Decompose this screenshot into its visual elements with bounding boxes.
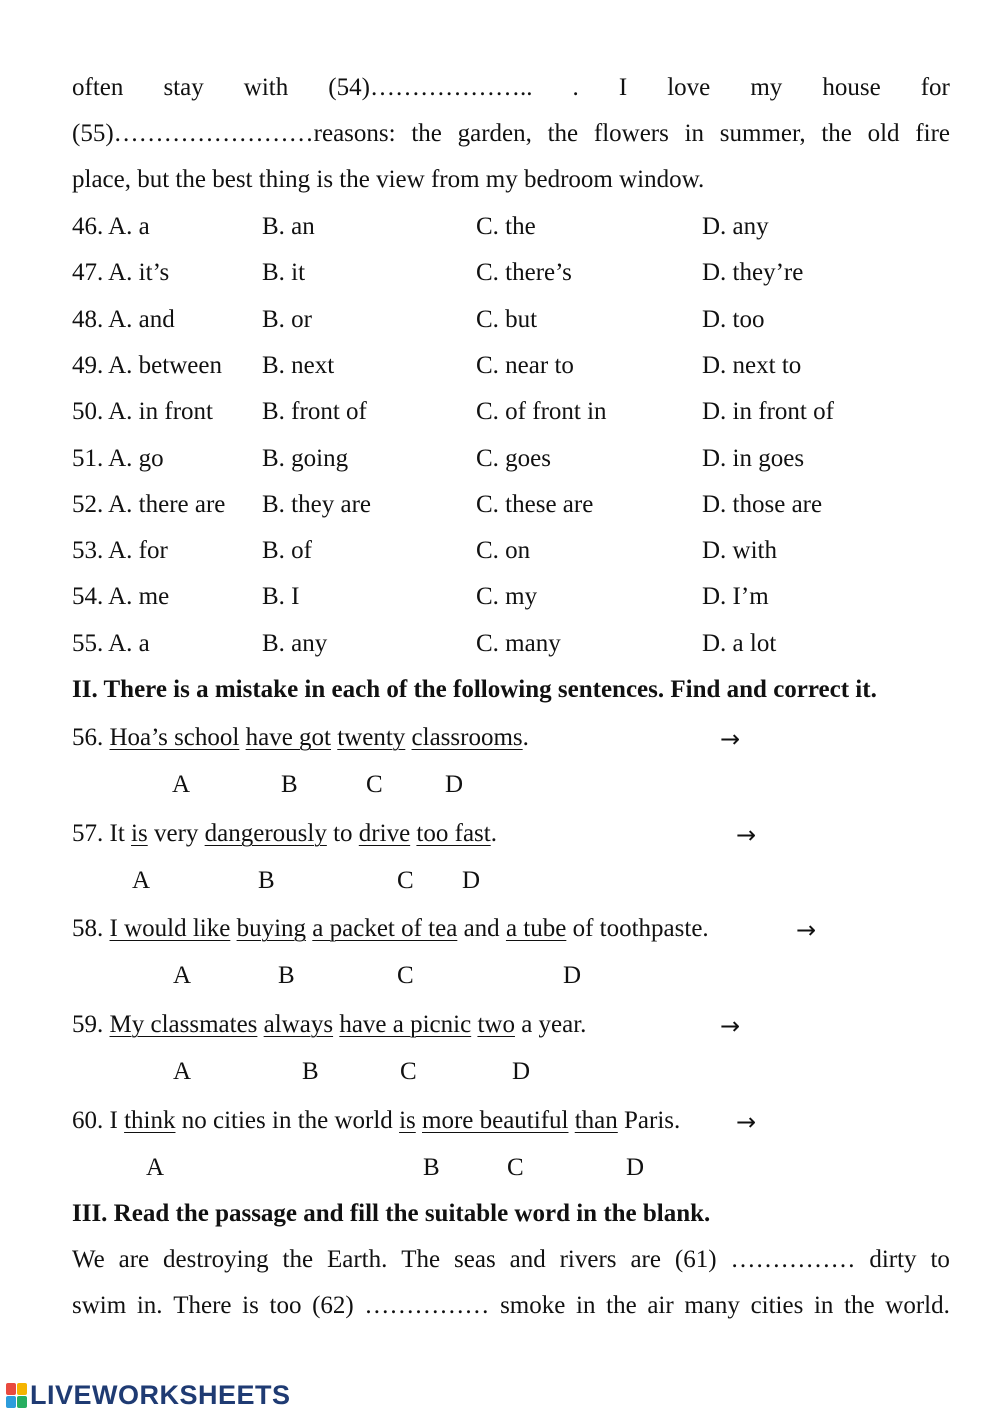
q56-part-a: Hoa’s school (109, 724, 240, 751)
q48-option-a[interactable]: 48. A. and (72, 305, 175, 333)
passage-line-1-word: . (572, 74, 579, 101)
q60-part-a: think (124, 1107, 176, 1134)
section-3-line-1-word: the (282, 1246, 314, 1273)
section-3-line-2-word: in (576, 1292, 596, 1319)
q49-option-c[interactable]: C. near to (476, 351, 574, 379)
section-3-line-1-word: seas (454, 1246, 496, 1273)
section-3-line-2-word: (62) (312, 1292, 354, 1319)
q51-option-b[interactable]: B. going (262, 444, 349, 472)
section-3-line-1-word: rivers (559, 1246, 617, 1273)
q59-part-d: two (477, 1011, 515, 1038)
q56-label-a: A (172, 771, 191, 798)
q59-part-a: My classmates (109, 1011, 258, 1038)
section-3-heading: III. Read the passage and fill the suitable word in the blank. (72, 1200, 711, 1227)
q53-option-d[interactable]: D. with (702, 537, 777, 565)
q54-option-c[interactable]: C. my (476, 583, 538, 611)
section-3-line-2-word: …………… (364, 1292, 490, 1319)
section-3-line-2 (72, 1291, 950, 1321)
section-3-line-2-word: cities (750, 1292, 804, 1319)
passage-line-2-word: the (821, 120, 852, 147)
q60-label-c: C (507, 1154, 524, 1181)
q52-option-b[interactable]: B. they are (262, 490, 371, 518)
question-56: 56. Hoa’s school have got twenty classrooms. (72, 724, 529, 751)
passage-line-2-word: the (547, 120, 579, 147)
q54-option-b[interactable]: B. I (262, 583, 300, 611)
section-3-line-1-word: dirty (869, 1246, 917, 1273)
q55-option-d[interactable]: D. a lot (702, 629, 777, 657)
q59-label-b: B (302, 1058, 319, 1085)
q57-label-a: A (132, 867, 151, 894)
passage-line-3: place, but the best thing is the view from my bedroom window. (72, 166, 705, 193)
section-3-line-1-word: destroying (163, 1246, 269, 1273)
section-3-line-2-word: many (684, 1292, 740, 1319)
q58-part-c: a packet of tea (312, 915, 458, 942)
q60-part-b: is (399, 1107, 416, 1134)
q56-label-b: B (281, 771, 298, 798)
q57-arrow: → (736, 821, 757, 849)
q48-option-d[interactable]: D. too (702, 305, 765, 333)
passage-line-1-word: often (72, 74, 124, 101)
section-3-line-2-word: smoke (500, 1292, 566, 1319)
section-3-line-1-word: are (630, 1246, 661, 1273)
passage-line-1-word: with (243, 74, 289, 101)
passage-line-1-word: I (618, 74, 628, 101)
q57-label-b: B (258, 867, 275, 894)
q58-label-d: D (563, 962, 582, 989)
section-3-line-1 (72, 1245, 950, 1275)
q55-option-a[interactable]: 55. A. a (72, 629, 150, 657)
q59-part-b: always (263, 1011, 334, 1038)
section-3-line-1-word: are (118, 1246, 150, 1273)
q48-option-b[interactable]: B. or (262, 305, 312, 333)
q59-label-d: D (512, 1058, 531, 1085)
q55-option-c[interactable]: C. many (476, 629, 561, 657)
q50-option-c[interactable]: C. of front in (476, 398, 607, 426)
q58-arrow: → (796, 916, 817, 944)
logo-text: LIVEWORKSHEETS (30, 1379, 291, 1410)
q60-label-a: A (146, 1154, 165, 1181)
q60-label-b: B (423, 1154, 440, 1181)
q54-option-d[interactable]: D. I’m (702, 583, 769, 611)
q60-label-d: D (626, 1154, 645, 1181)
passage-line-1 (72, 73, 950, 103)
question-57: 57. It is very dangerously to drive too fast. (72, 820, 497, 847)
passage-line-2-word: fire (915, 120, 950, 147)
passage-line-1-word: (54)……………….. (328, 74, 533, 101)
q59-label-a: A (173, 1058, 192, 1085)
q54-option-a[interactable]: 54. A. me (72, 583, 170, 611)
section-2-heading: II. There is a mistake in each of the following sentences. Find and correct it. (72, 676, 877, 703)
q60-part-c: more beautiful (422, 1107, 569, 1134)
section-3-line-1-word: and (509, 1246, 546, 1273)
section-3-line-2-word: There (173, 1292, 232, 1319)
section-3-line-2-word: swim (72, 1292, 127, 1319)
q49-option-d[interactable]: D. next to (702, 351, 802, 379)
question-58: 58. I would like buying a packet of tea and a tube of toothpaste. (72, 915, 709, 942)
q57-label-c: C (397, 867, 414, 894)
q51-option-a[interactable]: 51. A. go (72, 444, 164, 472)
logo-mark-icon (6, 1383, 27, 1408)
q47-option-b[interactable]: B. it (262, 259, 306, 287)
q46-option-a[interactable]: 46. A. a (72, 213, 150, 240)
passage-line-2-word: summer, (719, 120, 806, 147)
q58-part-a: I would like (109, 915, 231, 942)
section-3-line-1-word: Earth. (326, 1246, 388, 1273)
q53-option-a[interactable]: 53. A. for (72, 537, 168, 565)
q53-option-c[interactable]: C. on (476, 537, 531, 565)
section-3-line-2-word: too (269, 1292, 302, 1319)
q51-option-d[interactable]: D. in goes (702, 444, 805, 472)
passage-line-2-word: flowers (593, 120, 669, 147)
q47-option-d[interactable]: D. they’re (702, 259, 804, 287)
q53-option-b[interactable]: B. of (262, 537, 312, 565)
q60-part-d: than (574, 1107, 618, 1134)
q47-option-a[interactable]: 47. A. it’s (72, 259, 170, 287)
q50-option-a[interactable]: 50. A. in front (72, 398, 213, 426)
q59-arrow: → (720, 1012, 741, 1040)
q57-part-d: too fast (416, 820, 491, 847)
section-3-line-1-word: …………… (730, 1246, 856, 1273)
q49-option-b[interactable]: B. next (262, 351, 335, 379)
section-3-line-2-word: is (242, 1292, 259, 1319)
q47-option-c[interactable]: C. there’s (476, 259, 572, 287)
passage-line-2-word: in (684, 120, 705, 147)
q58-part-b: buying (236, 915, 307, 942)
section-3-line-1-word: to (930, 1246, 950, 1273)
q57-label-d: D (462, 867, 481, 894)
passage-line-1-word: my (750, 74, 783, 101)
q57-part-b: dangerously (204, 820, 327, 847)
q56-part-d: classrooms (411, 724, 523, 751)
section-3-line-2-word: the (606, 1292, 637, 1319)
section-3-line-2-word: in (813, 1292, 834, 1319)
passage-line-2-word: garden, (457, 120, 532, 147)
section-3-line-1-word: (61) (674, 1246, 717, 1273)
section-3-line-1-word: The (401, 1246, 441, 1273)
q59-label-c: C (400, 1058, 417, 1085)
section-3-line-2-word: the (844, 1292, 875, 1319)
question-60: 60. I think no cities in the world is more beautiful than Paris. (72, 1107, 681, 1134)
q52-option-c[interactable]: C. these are (476, 490, 594, 518)
q58-label-b: B (278, 962, 295, 989)
passage-line-2-word: old (867, 120, 900, 147)
q50-option-d[interactable]: D. in front of (702, 398, 834, 426)
section-3-line-2-word: air (647, 1292, 674, 1319)
section-3-line-2-word: world. (885, 1292, 950, 1319)
passage-line-2-word: the (411, 120, 442, 147)
section-3-line-1-word: We (72, 1246, 105, 1273)
q56-label-d: D (445, 771, 464, 798)
q58-part-d: a tube (505, 915, 567, 942)
q46-option-c[interactable]: C. the (476, 213, 536, 240)
section-3-line-2-word: in. (136, 1292, 163, 1319)
q56-label-c: C (366, 771, 383, 798)
q56-part-b: have got (245, 724, 331, 751)
q56-part-c: twenty (337, 724, 406, 751)
passage-line-1-word: for (920, 74, 950, 101)
question-59: 59. My classmates always have a picnic two a year. (72, 1011, 587, 1038)
q56-arrow: → (720, 725, 741, 753)
liveworksheets-logo (6, 1381, 291, 1409)
passage-line-1-word: house (822, 74, 881, 101)
passage-line-2-word: (55)……………………reasons: (72, 120, 396, 147)
q46-option-b[interactable]: B. an (262, 213, 315, 240)
q52-option-d[interactable]: D. those are (702, 490, 823, 518)
q57-part-a: is (131, 820, 148, 847)
q51-option-c[interactable]: C. goes (476, 444, 551, 472)
q57-part-c: drive (358, 820, 411, 847)
q46-option-d[interactable]: D. any (702, 213, 769, 240)
q52-option-a[interactable]: 52. A. there are (72, 490, 226, 518)
q55-option-b[interactable]: B. any (262, 629, 328, 657)
q60-arrow: → (736, 1108, 757, 1136)
q49-option-a[interactable]: 49. A. between (72, 351, 222, 379)
passage-line-1-word: stay (163, 74, 204, 101)
q48-option-c[interactable]: C. but (476, 305, 538, 333)
passage-line-1-word: love (667, 74, 711, 101)
q59-part-c: have a picnic (339, 1011, 472, 1038)
q50-option-b[interactable]: B. front of (262, 398, 367, 426)
passage-line-2 (72, 119, 950, 149)
q58-label-a: A (173, 962, 192, 989)
q58-label-c: C (397, 962, 414, 989)
